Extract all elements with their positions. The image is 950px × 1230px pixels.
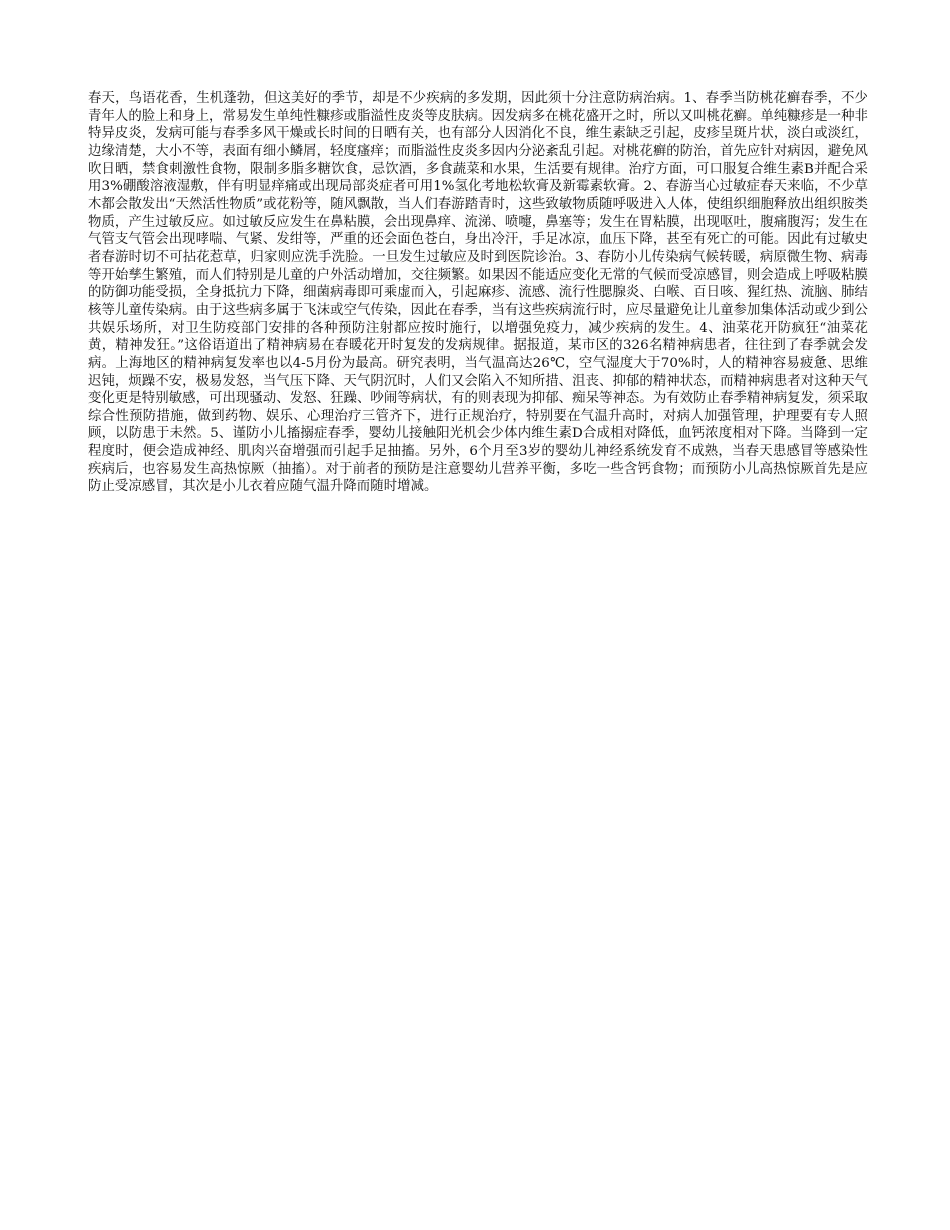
body-paragraph: 春天，鸟语花香，生机蓬勃，但这美好的季节，却是不少疾病的多发期，因此须十分注意防病治病。1、春季当防桃花癣春季，不少青年人的脸上和身上，常易发生单纯性糠疹或脂溢性皮炎等皮肤病。因发病多在桃花盛开之时，所以又叫桃花癣。单纯糠疹是一种非特异皮炎，发病可能与春季多风干燥或长时间的日晒有关，也有部分人因消化不良，维生素缺乏引起，皮疹呈斑片状，淡白或淡红，边缘清楚，大小不等，表面有细小鳞屑，轻度瘙痒；而脂溢性皮炎多因内分泌紊乱引起。对桃花癣的防治，首先应针对病因，避免风吹日晒，禁食刺激性食物，限制多脂多糖饮食，忌饮酒，多食蔬菜和水果，生活要有规律。治疗方面，可口服复合维生素B并配合采用3%硼酸溶液湿敷，伴有明显痒痛或出现局部炎症者可用1%氢化考地松软膏及新霉素软膏。2、春游当心过敏症春天来临，不少草木都会散发出“天然活性物质”或花粉等，随风飘散，当人们春游踏青时，这些致敏物质随呼吸进入人体，使组织细胞释放出组织胺类物质，产生过敏反应。如过敏反应发生在鼻粘膜，会出现鼻痒、流涕、喷嚏，鼻塞等；发生在胃粘膜，出现呕吐，腹痛腹泻；发生在气管支气管会出现哮喘、气紧、发绀等，严重的还会面色苍白，身出冷汗，手足冰凉，血压下降，甚至有死亡的可能。因此有过敏史者春游时切不可拈花惹草，归家则应洗手洗脸。一旦发生过敏应及时到医院诊治。3、春防小儿传染病气候转暖，病原微生物、病毒等开始孳生繁殖，而人们特别是儿童的户外活动增加，交往频繁。如果因不能适应变化无常的气候而受凉感冒，则会造成上呼吸粘膜的防御功能受损，全身抵抗力下降，细菌病毒即可乘虚而入，引起麻疹、流感、流行性腮腺炎、白喉、百日咳、猩红热、流脑、肺结核等儿童传染病。由于这些病多属于飞沫或空气传染，因此在春季，当有这些疾病流行时，应尽量避免让儿童参加集体活动或少到公共娱乐场所，对卫生防疫部门安排的各种预防注射都应按时施行，以增强免疫力，减少疾病的发生。4、油菜花开防疯狂“油菜花黄，精神发狂。”这俗语道出了精神病易在春暖花开时复发的发病规律。据报道，某市区的326名精神病患者，往往到了春季就会发病。上海地区的精神病复发率也以4-5月份为最高。研究表明，当气温高达26℃，空气湿度大于70%时，人的精神容易疲惫、思维迟钝，烦躁不安，极易发怒，当气压下降、天气阴沉时，人们又会陷入不知所措、沮丧、抑郁的精神状态，而精神病患者对这种天气变化更是特别敏感，可出现骚动、发怒、狂躁、吵闹等病状，有的则表现为抑郁、痴呆等神态。为有效防止春季精神病复发，须采取综合性预防措施，做到药物、娱乐、心理治疗三管齐下，进行正规治疗，特别要在气温升高时，对病人加强管理，护理要有专人照顾，以防患于未然。5、谨防小儿搐搦症春季，婴幼儿接触阳光机会少体内维生素D合成相对降低，血钙浓度相对下降。当降到一定程度时，便会造成神经、肌肉兴奋增强而引起手足抽搐。另外，6个月至3岁的婴幼儿神经系统发育不成熟，当春天患感冒等感染性疾病后，也容易发生高热惊厥（抽搐）。对于前者的预防是注意婴幼儿营养平衡，多吃一些含钙食物；而预防小儿高热惊厥首先是应防止受凉感冒，其次是小儿衣着应随气温升降而随时增减。 — [88, 91, 868, 495]
document-body — [88, 90, 868, 496]
